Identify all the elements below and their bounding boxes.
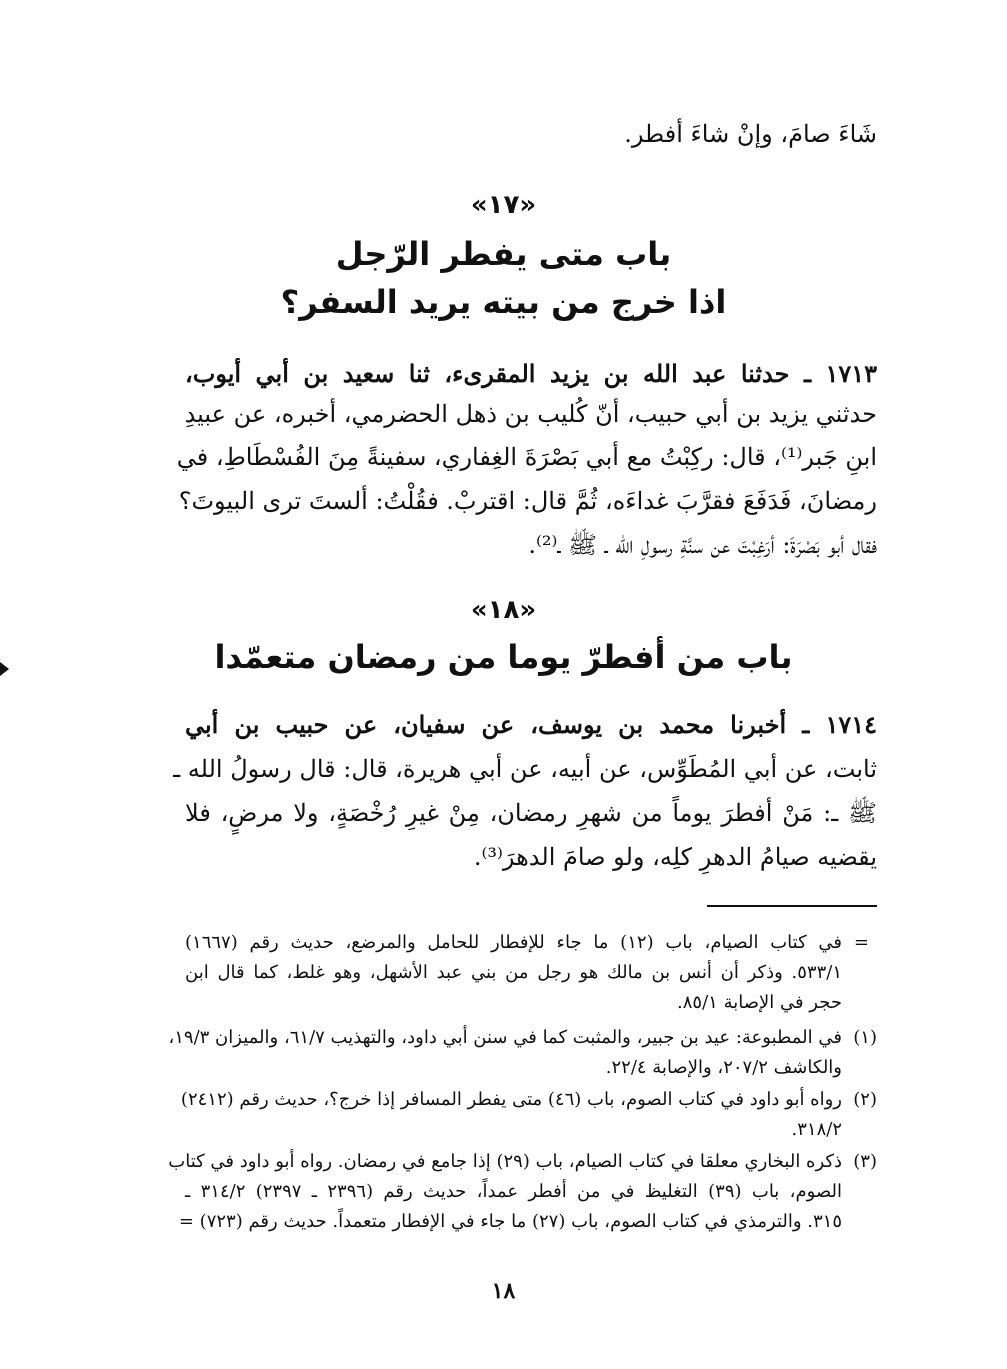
footnote-continuation-line: ٥٣٣/١. وذكر أن أنس بن مالك هو رجل من بني عبد الأشهل، وهو غلط، كما قال ابن [185, 962, 842, 983]
hadith-1713-line: فقال أبو بَصْرَةَ: أرَغِبْتَ عن سنَّةِ رسولِ الله ـ ﷺ ـ⁽²⁾. [528, 531, 877, 559]
footnote-2-line: رواه أبو داود في كتاب الصوم، باب (٤٦) متى يفطر المسافر إذا خرج؟، حديث رقم (٢٤١٢) [180, 1089, 842, 1110]
footnote-continuation-line: حجر في الإصابة ٨٥/١. [677, 992, 842, 1013]
footnote-separator [707, 905, 877, 907]
footnote-3-line: الصوم، باب (٣٩) التغليظ في من أفطر عمداً، حديث رقم (٢٣٩٦ ـ ٢٣٩٧) ٣١٤/٢ ـ [185, 1181, 843, 1202]
footnote-1-marker: (١) [853, 1027, 877, 1048]
footnote-continuation-line: في كتاب الصيام، باب (١٢) ما جاء للإفطار للحامل والمرضع، حديث رقم (١٦٦٧) [185, 932, 842, 953]
footnote-3-line: ٣١٥. والترمذي في كتاب الصوم، باب (٢٧) ما جاء في الإفطار متعمداً. حديث رقم (٧٢٣) = [178, 1211, 842, 1232]
hadith-1714-line: يقضيه صيامُ الدهرِ كلِه، ولو صامَ الدهرَ⁽³⁾. [473, 843, 877, 871]
footnote-3-marker: (٣) [853, 1151, 877, 1172]
footnote-2-marker: (٢) [853, 1089, 877, 1110]
chapter-18-number: «١٨» [470, 595, 537, 625]
hadith-1713-line: ١٧١٣ ـ حدثنا عبد الله بن يزيد المقرىء، ثنا سعيد بن أبي أيوب، [185, 359, 877, 388]
footnote-3-line: ذكره البخاري معلقا في كتاب الصيام، باب (٢٩) إذا جامع في رمضان. رواه أبو داود في كتاب [168, 1151, 842, 1172]
page-number: ١٨ [491, 1278, 516, 1304]
chapter-17-title-line-1: باب متى يفطر الرّجل [335, 235, 672, 273]
hadith-1713-line: ابنِ جَبر⁽¹⁾، قال: ركِبْتُ مع أبي بَصْرَةَ الغِفاري، سفينةً مِنَ الفُسْطَاطِ، في [176, 443, 877, 471]
hadith-1713-line: حدثني يزيد بن أبي حبيب، أنّ كُليب بن ذهل الحضرمي، أخبره، عن عبيدِ [184, 400, 877, 428]
chapter-18-title: باب من أفطرّ يوما من رمضان متعمّدا [214, 638, 793, 676]
chapter-17-title-line-2: اذا خرج من بيته يريد السفر؟ [280, 283, 727, 321]
scan-edge-mark [0, 662, 9, 676]
footnote-continuation-marker: = [853, 932, 869, 953]
chapter-17-number: «١٧» [470, 190, 537, 220]
footnote-1-line: في المطبوعة: عيد بن جبير، والمثبت كما في سنن أبي داود، والتهذيب ٦١/٧، والميزان ١٩/٣، [168, 1027, 842, 1048]
top-line: شَاءَ صامَ، وإنْ شاءَ أفطر. [624, 120, 877, 148]
hadith-1714-line: ﷺ ـ: مَنْ أفطرَ يوماً من شهرِ رمضان، مِنْ غيرِ رُخْصَةٍ، ولا مرضٍ، فلا [185, 799, 877, 827]
hadith-1714-line: ١٧١٤ ـ أخبرنا محمد بن يوسف، عن سفيان، عن حبيب بن أبي [185, 710, 877, 739]
hadith-1713-line: رمضانَ، فَدَفَعَ فقرَّبَ غداءَه، ثُمَّ قال: اقتربْ. فقُلْتُ: ألستَ ترى البيوتَ؟ [178, 487, 877, 515]
footnote-2-line: ٣١٨/٢. [791, 1119, 842, 1140]
hadith-1714-line: ثابت، عن أبي المُطَوِّس، عن أبيه، عن أبي هريرة، قال: قال رسولُ الله ـ [173, 755, 877, 783]
footnote-1-line: والكاشف ٢٠٧/٢، والإصابة ٢٢/٤. [605, 1057, 842, 1078]
